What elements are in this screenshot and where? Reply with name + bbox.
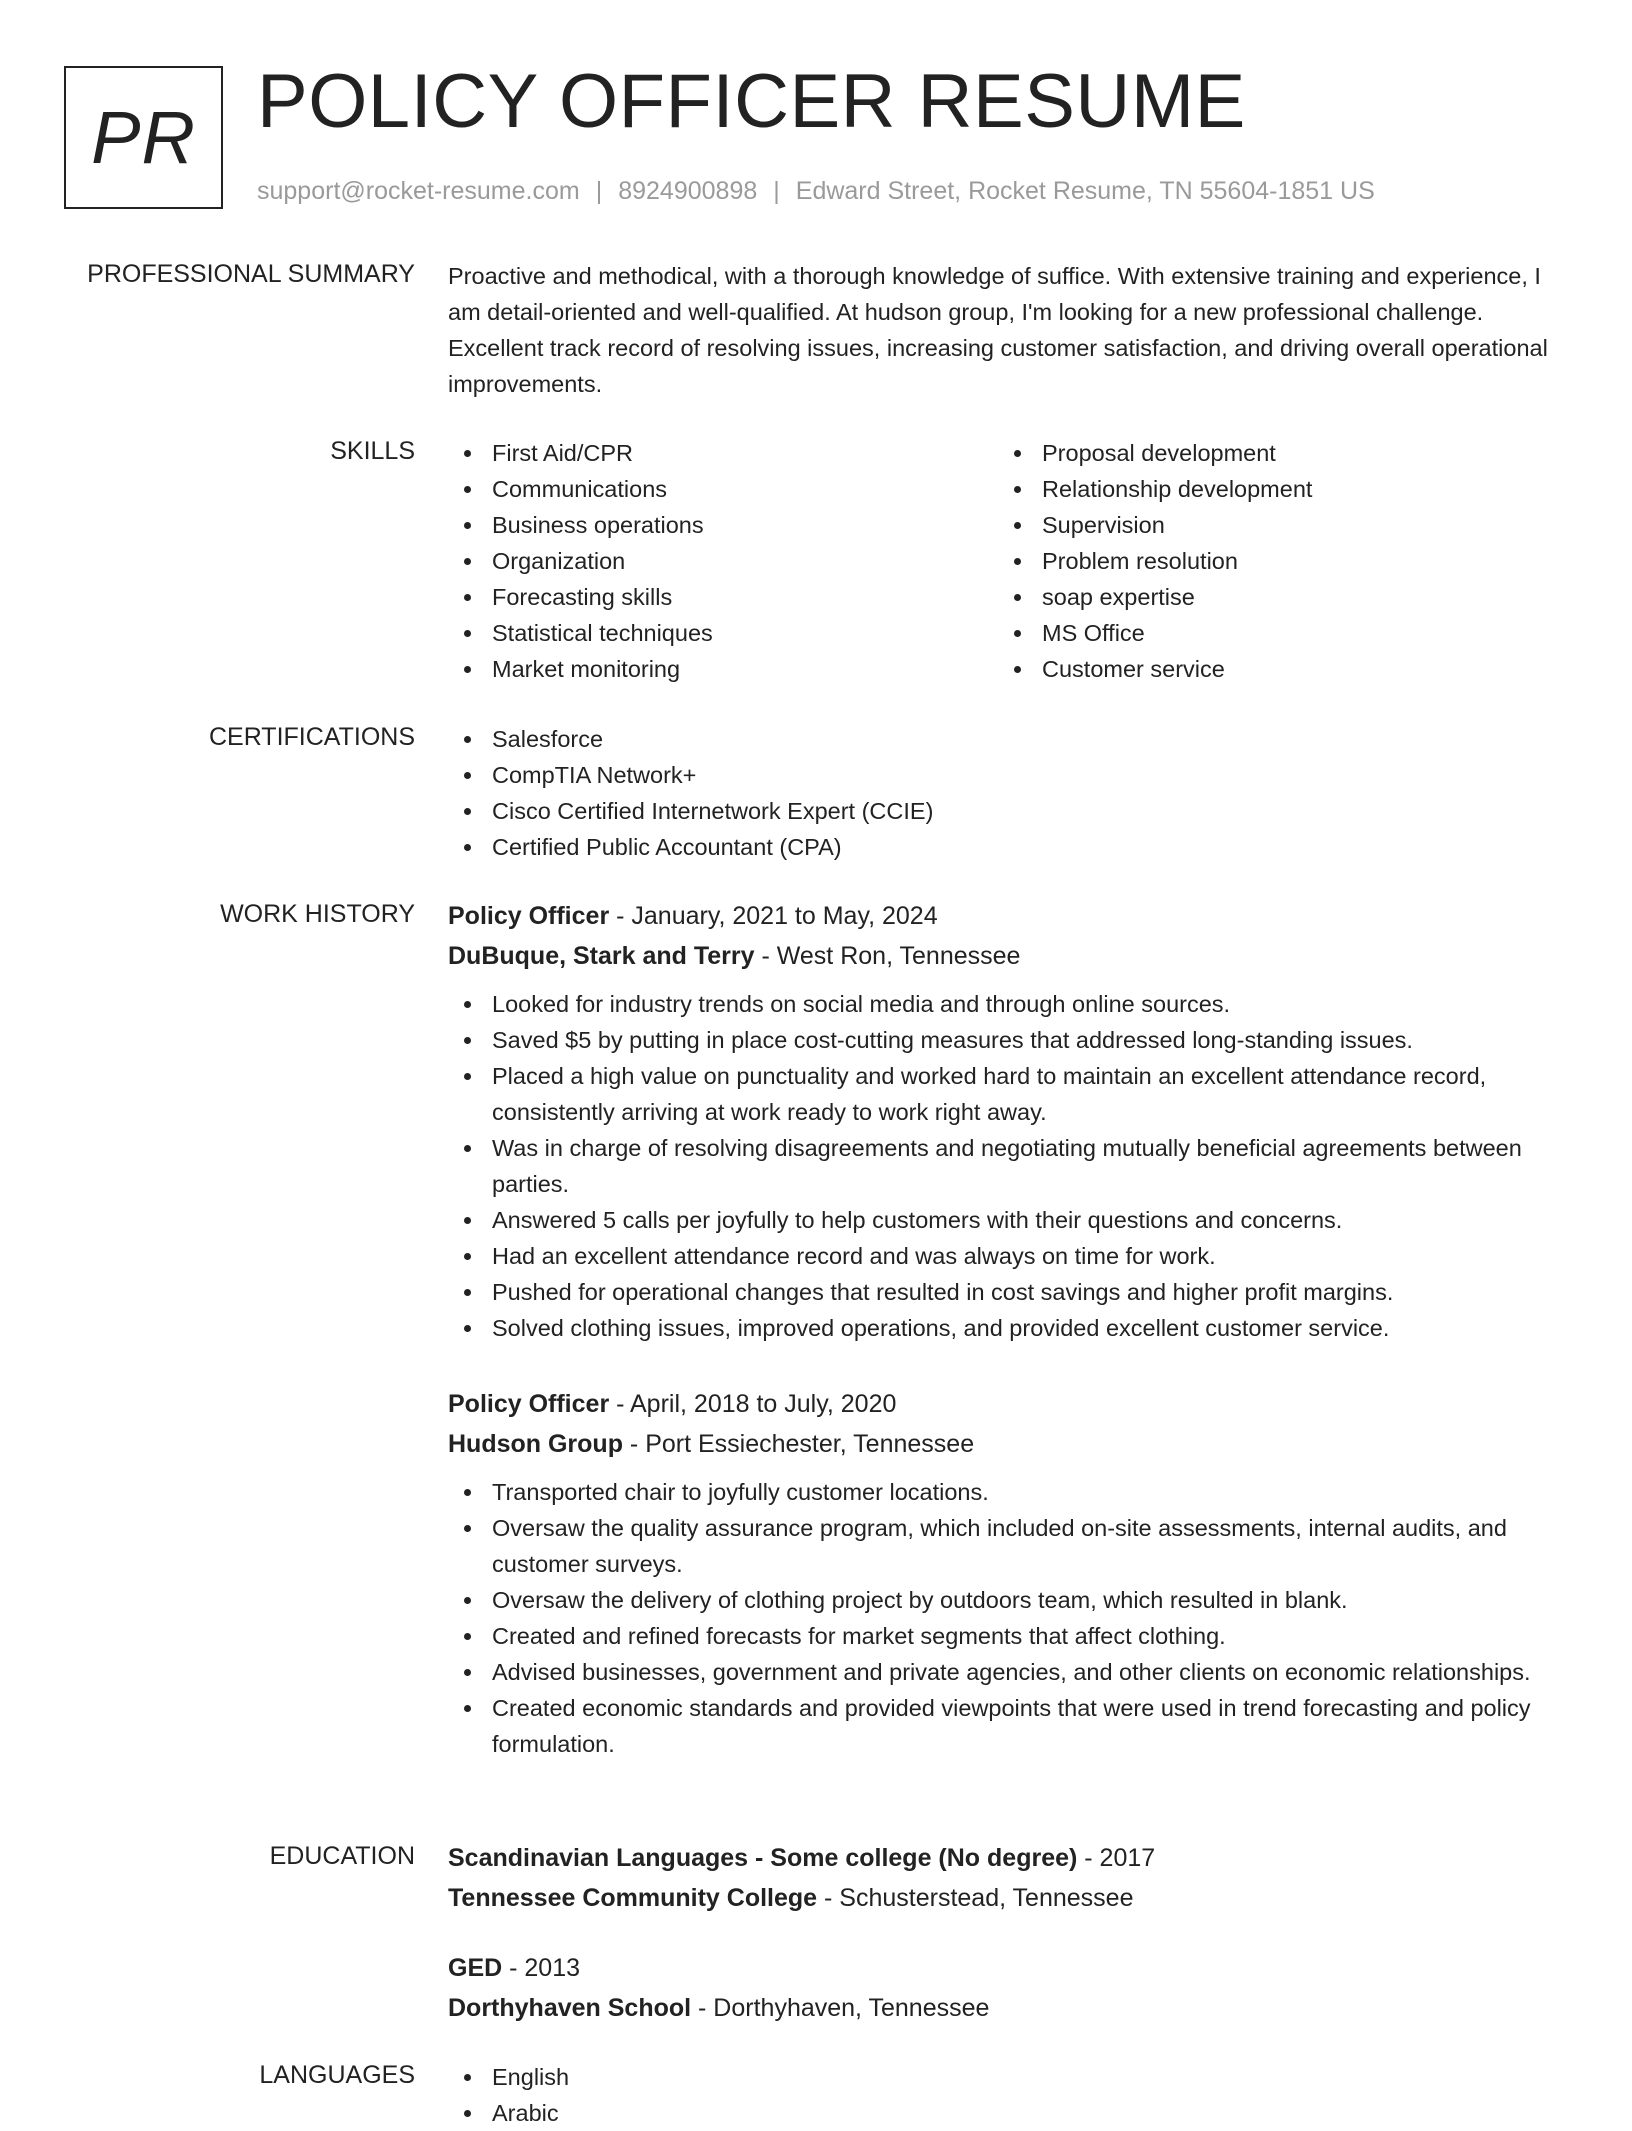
section-label-certifications: CERTIFICATIONS xyxy=(208,723,415,751)
section-label-skills: SKILLS xyxy=(330,437,415,465)
skill-item: Customer service xyxy=(998,651,1548,687)
education-school-line xyxy=(448,1880,1568,1916)
job-bullet: Created economic standards and provided viewpoints that were used in trend forecasting and policy formulation. xyxy=(448,1690,1568,1762)
certifications-body xyxy=(448,721,1568,865)
section-label-summary: PROFESSIONAL SUMMARY xyxy=(87,260,415,288)
education-body-2 xyxy=(448,1950,1568,2026)
education-entry xyxy=(448,1840,1568,1916)
job-bullet: Answered 5 calls per joyfully to help customers with their questions and concerns. xyxy=(448,1202,1568,1238)
job-bullet: Placed a high value on punctuality and worked hard to maintain an excellent attendance record, consistently arriving at work ready to work right away. xyxy=(448,1058,1568,1130)
monogram-box xyxy=(64,66,223,209)
certifications-list xyxy=(448,721,1568,865)
education-body xyxy=(448,1840,1568,1916)
job-location: - West Ron, Tennessee xyxy=(754,942,1021,970)
job-location: - Port Essiechester, Tennessee xyxy=(622,1430,975,1458)
job-bullet: Transported chair to joyfully customer locations. xyxy=(448,1474,1568,1510)
certification-item: Certified Public Accountant (CPA) xyxy=(448,829,1568,865)
job-company: DuBuque, Stark and Terry xyxy=(448,942,755,970)
job-bullet: Oversaw the quality assurance program, which included on-site assessments, internal audits, and customer surveys. xyxy=(448,1510,1568,1582)
section-label-work: WORK HISTORY xyxy=(220,900,415,928)
education-school: Tennessee Community College xyxy=(448,1884,818,1912)
job-bullet: Saved $5 by putting in place cost-cutting measures that addressed long-standing issues. xyxy=(448,1022,1568,1058)
job-bullet: Solved clothing issues, improved operations, and provided excellent customer service. xyxy=(448,1310,1568,1346)
section-label-education: EDUCATION xyxy=(269,1842,415,1870)
job-bullet: Oversaw the delivery of clothing project by outdoors team, which resulted in blank. xyxy=(448,1582,1568,1618)
job-dates: - April, 2018 to July, 2020 xyxy=(609,1390,897,1418)
skills-left-list xyxy=(448,435,998,687)
certification-item: Salesforce xyxy=(448,721,1568,757)
skills-right-list xyxy=(998,435,1548,687)
education-location: - Dorthyhaven, Tennessee xyxy=(691,1994,990,2022)
education-year: - 2017 xyxy=(1077,1844,1156,1872)
section-label-languages: LANGUAGES xyxy=(259,2061,415,2089)
certification-item: Cisco Certified Internetwork Expert (CCIE) xyxy=(448,793,1568,829)
language-item: Arabic xyxy=(448,2095,1568,2131)
job-dates: - January, 2021 to May, 2024 xyxy=(609,902,938,930)
job-title-line xyxy=(448,1386,1568,1422)
job-company: Hudson Group xyxy=(448,1430,623,1458)
job-bullet: Pushed for operational changes that resulted in cost savings and higher profit margins. xyxy=(448,1274,1568,1310)
skill-item: Problem resolution xyxy=(998,543,1548,579)
skill-item: Forecasting skills xyxy=(448,579,998,615)
monogram-initials: PR xyxy=(91,96,196,179)
skill-item: First Aid/CPR xyxy=(448,435,998,471)
education-location: - Schusterstead, Tennessee xyxy=(817,1884,1134,1912)
skill-item: soap expertise xyxy=(998,579,1548,615)
contact-address: Edward Street, Rocket Resume, TN 55604-1851 US xyxy=(795,177,1375,205)
education-entry xyxy=(448,1950,1568,2026)
skill-item: Communications xyxy=(448,471,998,507)
resume-title: POLICY OFFICER RESUME xyxy=(257,59,1246,144)
education-degree-line xyxy=(448,1840,1568,1876)
skill-item: Organization xyxy=(448,543,998,579)
skill-item: MS Office xyxy=(998,615,1548,651)
contact-separator: | xyxy=(773,177,780,205)
job-bullets xyxy=(448,986,1568,1346)
job-title-line xyxy=(448,898,1568,934)
education-year: - 2013 xyxy=(502,1954,581,1982)
education-school: Dorthyhaven School xyxy=(448,1994,692,2022)
skill-item: Statistical techniques xyxy=(448,615,998,651)
job-bullet: Looked for industry trends on social media and through online sources. xyxy=(448,986,1568,1022)
skill-item: Relationship development xyxy=(998,471,1548,507)
contact-line xyxy=(257,176,1375,206)
summary-text: Proactive and methodical, with a thorough knowledge of suffice. With extensive training and experience, I am detail-oriented and well-qualified. At hudson group, I'm looking for a new professional challenge. Excellent track record of resolving issues, increasing customer satisfaction, and driving overall operational improvements. xyxy=(448,263,1548,397)
job-title: Policy Officer xyxy=(448,1390,610,1418)
skills-body xyxy=(448,435,1568,687)
education-degree: Scandinavian Languages - Some college (No degree) xyxy=(448,1844,1078,1872)
job-bullet: Advised businesses, government and private agencies, and other clients on economic relationships. xyxy=(448,1654,1568,1690)
education-degree: GED xyxy=(448,1954,503,1982)
skill-item: Supervision xyxy=(998,507,1548,543)
job-bullet: Was in charge of resolving disagreements and negotiating mutually beneficial agreements between parties. xyxy=(448,1130,1568,1202)
contact-email: support@rocket-resume.com xyxy=(257,177,580,205)
contact-separator: | xyxy=(595,177,603,205)
work-body xyxy=(448,898,1568,1346)
language-item: English xyxy=(448,2059,1568,2095)
job-entry xyxy=(448,1386,1568,1762)
job-title: Policy Officer xyxy=(448,902,610,930)
education-school-line xyxy=(448,1990,1568,2026)
contact-phone: 8924900898 xyxy=(618,177,758,205)
education-degree-line xyxy=(448,1950,1568,1986)
skill-item: Market monitoring xyxy=(448,651,998,687)
job-bullet: Created and refined forecasts for market segments that affect clothing. xyxy=(448,1618,1568,1654)
languages-list xyxy=(448,2059,1568,2131)
skill-item: Business operations xyxy=(448,507,998,543)
job-bullet: Had an excellent attendance record and was always on time for work. xyxy=(448,1238,1568,1274)
job-company-line xyxy=(448,1426,1568,1462)
languages-body xyxy=(448,2059,1568,2131)
job-entry xyxy=(448,898,1568,1346)
job-bullets xyxy=(448,1474,1568,1762)
job-company-line xyxy=(448,938,1568,974)
work-body-2 xyxy=(448,1386,1568,1762)
skill-item: Proposal development xyxy=(998,435,1548,471)
certification-item: CompTIA Network+ xyxy=(448,757,1568,793)
